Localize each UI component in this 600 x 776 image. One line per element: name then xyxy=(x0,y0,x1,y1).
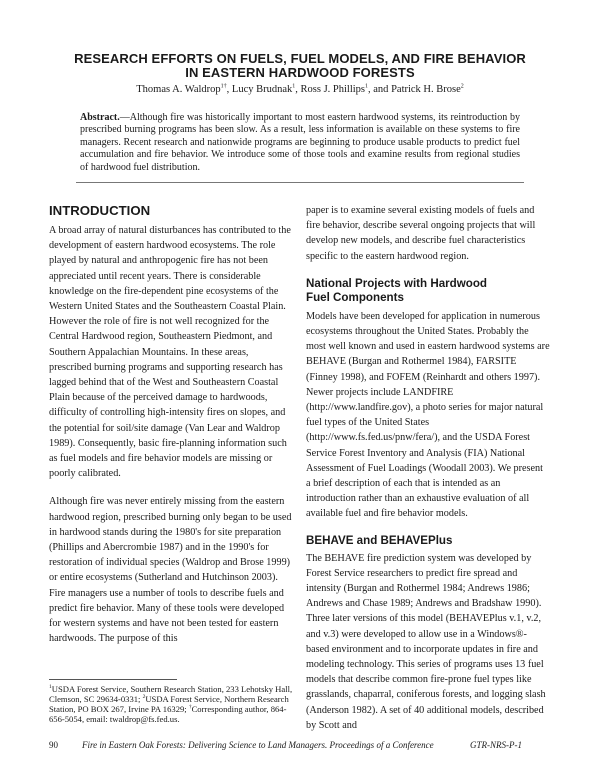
footnote-marker: † xyxy=(188,704,192,711)
paper-title xyxy=(40,52,560,80)
intro-paragraph-2: Although fire was never entirely missing from the eastern hardwood region, prescribed burning only began to be used in hardwood stands during the 1980's for site preparation (Phillips and Abercrombie 1987) and in the 1990's for restoration of individual species (Waldrop and Brose 1999) or entire ecosystems (Sutherland and Hutchinson 2003). Fire managers use a number of tools to describe fuels and predict fire behavior. Many of these tools were developed for western systems and have not been tested for eastern hardwoods. The purpose of this xyxy=(49,496,292,645)
column-left xyxy=(49,203,292,646)
page-number: 90 xyxy=(49,740,58,750)
title-line-1: RESEARCH EFFORTS ON FUELS, FUEL MODELS, AND FIRE BEHAVIOR xyxy=(74,51,526,66)
behave-heading: BEHAVE and BEHAVEPlus xyxy=(306,533,453,547)
author-affiliation: 1† xyxy=(220,83,227,90)
intro-paragraph-1: A broad array of natural disturbances has contributed to the development of eastern hardwood ecosystems. The role played by natural and anthropogenic fire has not been appreciated until recent years. There is considerable knowledge on the fire-dependent pine ecosystems of the Western United States and the Southeastern Coastal Plain. However the role of fire is not well recognized for the Central Hardwood region, Southeastern Piedmont, and Southern Appalachian Mountains. In these areas, prescribed burning programs and supporting research has lagged behind that of the West and Southeastern Coastal Plain because of the perceived damage to hardwoods, difficulty of controlling high-intensity fires on slopes, and the potential for soil/site damage (Van Lear and Waldrop 1989). Consequently, basic fire-planning information such as fuel models and fire behavior models are missing or poorly calibrated. xyxy=(49,225,291,480)
abstract-divider xyxy=(76,182,524,183)
national-projects-heading xyxy=(306,277,550,305)
report-id-text: GTR-NRS-P-1 xyxy=(470,740,522,750)
abstract-text: —Although fire was historically important to most eastern hardwood systems, its reintroduction by prescribed burning programs has been slow. As a result, less information is available on these systems to fire managers. Recent research and nationwide programs are beginning to produce usable products to predict fuel accumulation and fire behavior. We introduce some of those tools and examine results from regional studies of hardwood fuel distribution. xyxy=(80,112,520,173)
author-list xyxy=(40,84,560,96)
author-separator: , xyxy=(295,84,301,95)
introduction-heading: INTRODUCTION xyxy=(49,203,151,218)
footnote xyxy=(49,684,294,724)
abstract-label: Abstract. xyxy=(80,112,120,123)
author-name: Patrick H. Brose xyxy=(391,84,461,95)
author-separator: , xyxy=(226,84,232,95)
author-separator: , and xyxy=(368,84,392,95)
intro-paragraph-2-continued: paper is to examine several existing models of fuels and fire behavior, describe several ongoing projects that will develop new models, and describe fuel characteristics specific to the eastern hardwood region. xyxy=(306,205,536,262)
behave-paragraph: The BEHAVE fire prediction system was developed by Forest Service researchers to predict fire spread and intensity (Burgan and Rothermel 1984; Andrews 1986; Andrews and Chase 1989; Andrews and Bradshaw 1990). Three later versions of this model (BEHAVEPlus v.1, v.2, and v.3) were developed to allow use in a Windows®-based environment and to incorporate updates in fire and modeling technology. This series of programs uses 13 fuel models that describe common fire-prone fuel types like grasslands, chaparral, coniferous forests, and logging slash (Anderson 1982). A set of 40 additional models, described by Scott and xyxy=(306,552,546,731)
report-id xyxy=(470,740,522,751)
proceedings-title xyxy=(82,740,434,751)
footnote-divider xyxy=(49,679,177,680)
national-projects-paragraph: Models have been developed for application in numerous ecosystems throughout the United States. Probably the most well known and used in eastern hardwood systems are BEHAVE (Burgan and Rothermel 1984), FARSITE (Finney 1998), and FOFEM (Reinhardt and others 1997). Newer projects include LANDFIRE (http://www.landfire.gov), a photo series for major natural fuel types of the United States (http://www.fs.fed.us/pnw/fera/), and the USDA Forest Service Forest Inventory and Analysis (FIA) National Assessment of Fuel Loadings (Woodall 2003). We present a brief description of each that is intended as an introduction rather than an exhaustive evaluation of all available fuel and fire behavior models. xyxy=(306,310,550,520)
national-projects-heading-line-1: National Projects with Hardwood xyxy=(306,276,488,290)
title-line-2: IN EASTERN HARDWOOD FORESTS xyxy=(185,65,415,80)
national-projects-heading-line-2: Fuel Components xyxy=(306,290,404,304)
author-name: Thomas A. Waldrop xyxy=(136,84,221,95)
abstract xyxy=(80,112,520,174)
footnote-corresponding-author: Corresponding author, 864-656-5054, email: twaldrop@fs.fed.us. xyxy=(49,704,287,724)
footnote-affiliation-1: USDA Forest Service, Southern Research Station, 233 Lehotsky Hall, Clemson, SC 29634-0331; xyxy=(49,684,293,704)
author-name: Ross J. Phillips xyxy=(300,84,366,95)
proceedings-title-text: Fire in Eastern Oak Forests: Delivering Science to Land Managers. Proceedings of a Conference xyxy=(82,740,434,750)
footnote-marker: 2 xyxy=(142,694,146,701)
author-name: Lucy Brudnak xyxy=(231,84,293,95)
footnote-affiliation-2: USDA Forest Service, Northern Research Station, PO BOX 267, Irvine PA 16329; xyxy=(49,694,289,714)
author-affiliation: 1 xyxy=(292,83,296,90)
author-affiliation: 2 xyxy=(460,83,464,90)
column-right xyxy=(306,203,550,733)
footnote-marker: 1 xyxy=(49,684,52,691)
author-affiliation: 1 xyxy=(365,83,369,90)
